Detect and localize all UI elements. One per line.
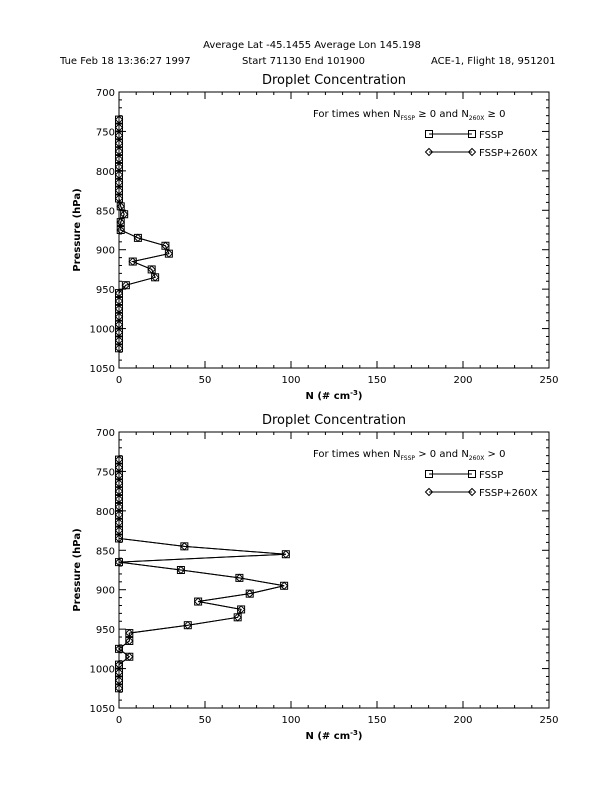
x-tick-label: 200 bbox=[453, 375, 473, 386]
y-tick-label: 700 bbox=[95, 428, 115, 439]
series-line-1 bbox=[119, 120, 169, 349]
y-tick-label: 1000 bbox=[89, 664, 115, 676]
series-line-0 bbox=[119, 120, 169, 349]
x-tick-label: 50 bbox=[198, 375, 212, 386]
y-tick-label: 1050 bbox=[89, 364, 115, 375]
y-tick-label: 800 bbox=[95, 166, 115, 178]
chart-panel-1 bbox=[72, 73, 559, 402]
legend-label-0: FSSP bbox=[479, 470, 504, 481]
x-axis-label: N (# $cm^{-3}$) bbox=[305, 729, 363, 742]
y-tick-label: 900 bbox=[95, 245, 115, 257]
x-tick-label: 150 bbox=[367, 375, 387, 386]
legend-label-1: FSSP+260X bbox=[479, 488, 538, 499]
y-tick-label: 850 bbox=[95, 546, 115, 558]
series-line-1 bbox=[119, 460, 286, 689]
header-average-location: Average Lat -45.1455 Average Lon 145.198 bbox=[203, 40, 421, 51]
x-tick-label: 250 bbox=[539, 715, 559, 726]
x-axis-label: N (# $cm^{-3}$) bbox=[305, 389, 363, 402]
header-start-end: Start 71130 End 101900 bbox=[242, 56, 365, 67]
series-line-0 bbox=[119, 460, 286, 689]
x-tick-label: 100 bbox=[281, 375, 301, 386]
y-tick-label: 700 bbox=[95, 88, 115, 99]
header-flight: ACE-1, Flight 18, 951201 bbox=[431, 56, 556, 67]
x-tick-label: 50 bbox=[198, 715, 212, 726]
y-tick-label: 850 bbox=[95, 206, 115, 218]
chart-title: Droplet Concentration bbox=[261, 73, 407, 88]
y-tick-label: 950 bbox=[95, 625, 115, 637]
x-tick-label: 0 bbox=[115, 715, 123, 726]
legend-note: For times when $N_{FSSP} > 0$ and $N_{260X} > 0$ bbox=[313, 449, 506, 462]
chart-panel-2 bbox=[72, 413, 559, 742]
y-tick-label: 1050 bbox=[89, 704, 115, 715]
x-tick-label: 100 bbox=[281, 715, 301, 726]
y-tick-label: 1000 bbox=[89, 324, 115, 336]
y-tick-label: 750 bbox=[95, 467, 115, 479]
y-tick-label: 950 bbox=[95, 285, 115, 297]
plots-container bbox=[72, 73, 559, 742]
y-tick-label: 750 bbox=[95, 127, 115, 139]
y-axis-label: Pressure (hPa) bbox=[72, 188, 83, 272]
chart-title: Droplet Concentration bbox=[261, 413, 407, 428]
x-tick-label: 150 bbox=[367, 715, 387, 726]
x-tick-label: 250 bbox=[539, 375, 559, 386]
x-tick-label: 0 bbox=[115, 375, 123, 386]
x-tick-label: 200 bbox=[453, 715, 473, 726]
y-tick-label: 900 bbox=[95, 585, 115, 597]
legend-label-1: FSSP+260X bbox=[479, 148, 538, 159]
y-tick-label: 800 bbox=[95, 506, 115, 518]
legend-label-0: FSSP bbox=[479, 130, 504, 141]
y-axis-label: Pressure (hPa) bbox=[72, 528, 83, 612]
legend-note: For times when $N_{FSSP} \ge 0$ and $N_{260X} \ge 0$ bbox=[313, 109, 506, 122]
header-date: Tue Feb 18 13:36:27 1997 bbox=[60, 56, 191, 67]
